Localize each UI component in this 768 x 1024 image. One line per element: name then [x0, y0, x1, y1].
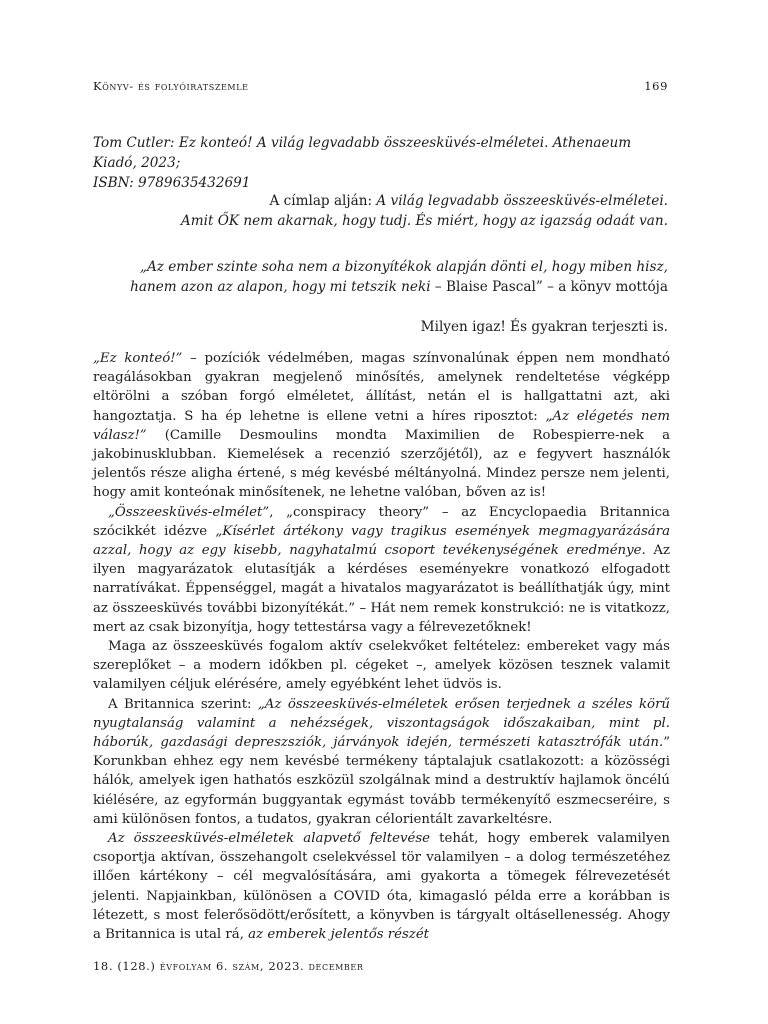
remark: Milyen igaz! És gyakran terjeszti is.	[420, 319, 668, 335]
citation-line-1: Tom Cutler: Ez konteó! A világ legvadabb összeesküvés-elméletei. Athenaeum Kiadó, 2023;	[93, 135, 632, 171]
emphasis: „Az elégetés nem válasz!”	[93, 408, 670, 443]
page-number: 169	[644, 79, 668, 93]
text-run: (Camille Desmoulins mondta Maximilien de Robespierre-nek a jakobinusklubban. Kiemelések a recenzió szerzőjétől), az e fegyvert használók jelentős része aligha értené, s még kevésbé méltányolná. Mindez persze nem jelenti, hogy amit konteónak minősítenek, ne lehetne valóban, bőven az is!	[93, 427, 670, 501]
book-citation	[93, 133, 673, 193]
paragraph	[93, 503, 670, 637]
emphasis: Az összeesküvés-elméletek alapvető feltevése	[108, 831, 431, 847]
motto-line-1: „Az ember szinte soha nem a bizonyítékok alapján dönti el, hogy miben hisz,	[139, 259, 668, 275]
article-body	[93, 349, 670, 944]
running-title: Könyv- és folyóiratszemle	[93, 79, 249, 93]
cover-line-2: Amit ŐK nem akarnak, hogy tudj. És miért, hogy az igazság odaát van.	[180, 213, 668, 229]
issue-footer: 18. (128.) évfolyam 6. szám, 2023. december	[93, 959, 364, 973]
text-run: , „conspiracy theory” – az Encyclopaedia Britannica szócikkét idézve	[93, 504, 670, 539]
text-run: tehát, hogy emberek valamilyen csoportja aktívan, összehangolt cselekvéssel tör valamilyen – a dolog természetéhez illően kártékony – cél megvalósítására, ami gyakorta a tömegek félrevezetését jelenti. Napjainkban, különösen a COVID óta, kimagasló példa erre a korábban is létezett, s most felerősödött/erősített, a könyvben is tárgyalt oltásellenesség. Ahogy a Britannica is utal rá,	[93, 831, 670, 943]
motto-line-2: hanem azon az alapon, hogy mi tetszik neki	[130, 279, 431, 295]
text-run: Az ilyen magyarázatok elutasítják a kérdéses eseményekre vonatkozó elfogadott narratívákat. Éppenséggel, magát a hivatalos magyarázatot is beállíthatják úgy, mint az összeesküvés további bizonyítékát.” – Hát nem remek konstrukció: ne is vitatkozz, mert az csak bizonyítja, hogy tettestársa vagy a félrevezetőknek!	[93, 543, 670, 635]
paragraph: Maga az összeesküvés fogalom aktív cselekvőket feltételez: embereket vagy más szereplőket – a modern időkben pl. cégeket –, amelyek közösen tesznek valamit valamilyen céljuk elérésére, amely egyébként lehet üdvös is.	[93, 639, 670, 693]
emphasis: „Összeesküvés-elmélet”	[108, 504, 270, 520]
cover-epigraph	[93, 191, 668, 231]
paragraph	[93, 829, 670, 944]
paragraph	[93, 349, 670, 503]
text-run: A Britannica szerint:	[108, 696, 258, 712]
motto-attribution: – Blaise Pascal” – a könyv mottója	[430, 279, 668, 295]
running-header	[93, 79, 668, 93]
text-run: – pozíciók védelmében, magas színvonalúnak éppen nem mondható reagálásokban gyakran megjelenő minősítés, amelynek rendeltetése végképp eltörölni a szóban forgó elméletet, állítást, netán el is hallgattatni azt, aki hangoztatja. S ha ép lehetne is ellene vetni a híres riposztot:	[93, 351, 670, 424]
emphasis: az emberek jelentős részét	[248, 927, 430, 943]
cover-line-1: A világ legvadabb összeesküvés-elméletei.	[376, 193, 668, 209]
cover-prefix: A címlap alján:	[269, 193, 377, 209]
emphasis: „Ez konteó!”	[93, 351, 183, 366]
emphasis: „Az összeesküvés-elméletek erősen terjednek a széles körű nyugtalanság valamint a nehézségek, viszontagságok időszakaiban, mint pl. háborúk, gazdasági depreszsziók, járványok idején, természeti katasztrófák után.	[93, 696, 670, 751]
citation-line-2: ISBN: 9789635432691	[93, 175, 251, 191]
paragraph	[93, 695, 670, 829]
emphasis: „Kísérlet ártékony vagy tragikus események megmagyarázására azzal, hogy az egy kisebb, nagyhatalmú csoport tevékenységének eredménye.	[93, 523, 670, 559]
text-run: ” Korunkban ehhez egy nem kevésbé termékeny táptalajuk csatlakozott: a közösségi hálók, amelyek igen hathatós eszközül szolgálnak mind a destruktív hajlamok öncélú kiélésére, az egyformán buggyantak egymást tovább termékenyítő eszmecseréire, s ami különösen fontos, a tudatos, gyakran célorientált zavarkeltésre.	[93, 735, 670, 827]
motto-epigraph	[93, 257, 668, 297]
